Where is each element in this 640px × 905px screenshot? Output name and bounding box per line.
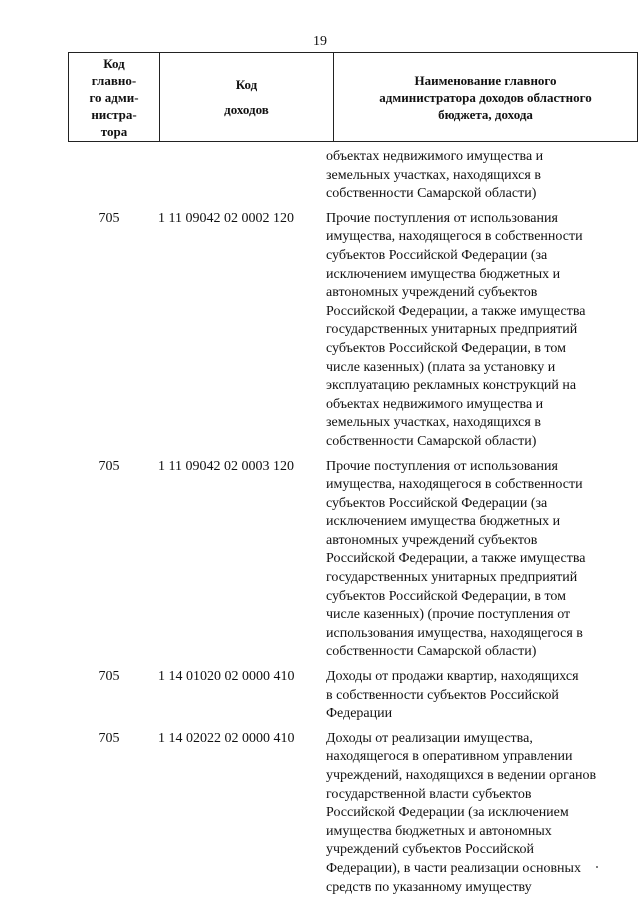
- income-name-line: автономных учреждений субъектов: [326, 532, 538, 548]
- income-code-cell: 1 11 09042 02 0003 120: [158, 458, 294, 474]
- income-name-line: Федерации), в части реализации основных: [326, 860, 581, 876]
- table-row: [68, 730, 610, 897]
- header-admin-code-line: Код: [103, 55, 125, 71]
- page-number: 19: [313, 34, 327, 49]
- income-name-cell: [320, 668, 608, 724]
- income-name-line: объектах недвижимого имущества и: [326, 149, 544, 164]
- header-income-code: [160, 53, 334, 142]
- header-name-line: администратора доходов областного: [379, 89, 592, 105]
- income-name-line: субъектов Российской Федерации, в том: [326, 340, 566, 356]
- admin-code-cell: 705: [98, 669, 120, 685]
- income-code-cell: [150, 148, 320, 204]
- income-name-line: эксплуатацию рекламных конструкций на: [326, 378, 577, 394]
- income-name-line: исключением имущества бюджетных и: [326, 266, 561, 282]
- income-name-line: средств по указанному имуществу: [326, 879, 532, 895]
- admin-code-cell: 705: [98, 458, 120, 474]
- income-name-line: собственности Самарской области): [326, 186, 537, 202]
- table-row: [68, 458, 610, 663]
- income-name-line: Федерации: [326, 706, 393, 722]
- income-name-line: учреждений, находящихся в ведении органов: [326, 768, 597, 783]
- income-name-line: собственности Самарской области): [326, 433, 537, 449]
- income-name-line: государственной власти субъектов: [326, 786, 532, 802]
- income-name-line: Прочие поступления от использования: [326, 210, 558, 226]
- header-name-line: Наименование главного: [414, 72, 557, 88]
- table-row: [68, 668, 610, 724]
- income-name-line: имущества бюджетных и автономных: [326, 823, 552, 839]
- income-name-line: учреждений субъектов Российской: [326, 842, 534, 858]
- income-name-line: Доходы от продажи квартир, находящихся: [326, 669, 579, 685]
- header-name: [334, 53, 638, 142]
- table-header: [68, 52, 638, 142]
- income-name-line: в собственности субъектов Российской: [326, 687, 559, 703]
- income-name-line: земельных участках, находящихся в: [326, 167, 541, 183]
- income-name-line: государственных унитарных предприятий: [326, 570, 578, 586]
- table-row: [68, 210, 610, 452]
- header-income-code-line: Код: [235, 77, 258, 92]
- income-name-line: Доходы от реализации имущества,: [326, 730, 533, 746]
- table-body: [68, 148, 610, 897]
- income-name-cell: [320, 730, 608, 897]
- header-name-line: бюджета, дохода: [438, 106, 533, 122]
- income-name-cell: [320, 458, 608, 663]
- header-admin-code-line: тора: [100, 123, 128, 139]
- income-code-cell: 1 14 01020 02 0000 410: [158, 669, 295, 685]
- income-name-line: имущества, находящегося в собственности: [326, 229, 583, 245]
- income-code-cell: 1 11 09042 02 0002 120: [158, 210, 294, 226]
- income-code-cell: 1 14 02022 02 0000 410: [158, 730, 295, 746]
- header-admin-code-line: го адми-: [89, 89, 139, 105]
- scan-dot: [596, 866, 598, 868]
- income-name-line: исключением имущества бюджетных и: [326, 514, 561, 530]
- income-name-line: субъектов Российской Федерации, в том: [326, 588, 566, 604]
- income-name-line: субъектов Российской Федерации (за: [326, 495, 548, 511]
- income-name-line: числе казенных) (плата за установку и: [326, 359, 556, 375]
- income-name-line: государственных унитарных предприятий: [326, 322, 578, 338]
- income-name-line: использования имущества, находящегося в: [326, 625, 583, 641]
- income-name-line: собственности Самарской области): [326, 644, 537, 660]
- income-name-line: субъектов Российской Федерации (за: [326, 247, 548, 263]
- admin-code-cell: 705: [98, 730, 120, 746]
- income-name-line: Российской Федерации (за исключением: [326, 805, 569, 821]
- income-name-line: земельных участках, находящихся в: [326, 415, 541, 431]
- admin-code-cell: 705: [98, 210, 120, 226]
- income-name-line: Российской Федерации, а также имущества: [326, 551, 586, 567]
- admin-code-cell: [68, 148, 150, 204]
- income-name-line: числе казенных) (прочие поступления от: [326, 607, 571, 623]
- income-name-line: Прочие поступления от использования: [326, 458, 558, 474]
- header-admin-code-line: нистра-: [91, 106, 137, 122]
- income-name-cell: [320, 148, 608, 204]
- header-admin-code-line: главно-: [91, 72, 137, 88]
- income-name-line: объектах недвижимого имущества и: [326, 396, 544, 412]
- income-name-line: находящегося в оперативном управлении: [326, 749, 573, 765]
- income-name-cell: [320, 210, 608, 452]
- table-row: [68, 148, 610, 204]
- header-income-code-line: доходов: [224, 102, 269, 117]
- income-name-line: автономных учреждений субъектов: [326, 285, 538, 301]
- income-name-line: Российской Федерации, а также имущества: [326, 303, 586, 319]
- income-name-line: имущества, находящегося в собственности: [326, 477, 583, 493]
- header-admin-code: [69, 53, 160, 142]
